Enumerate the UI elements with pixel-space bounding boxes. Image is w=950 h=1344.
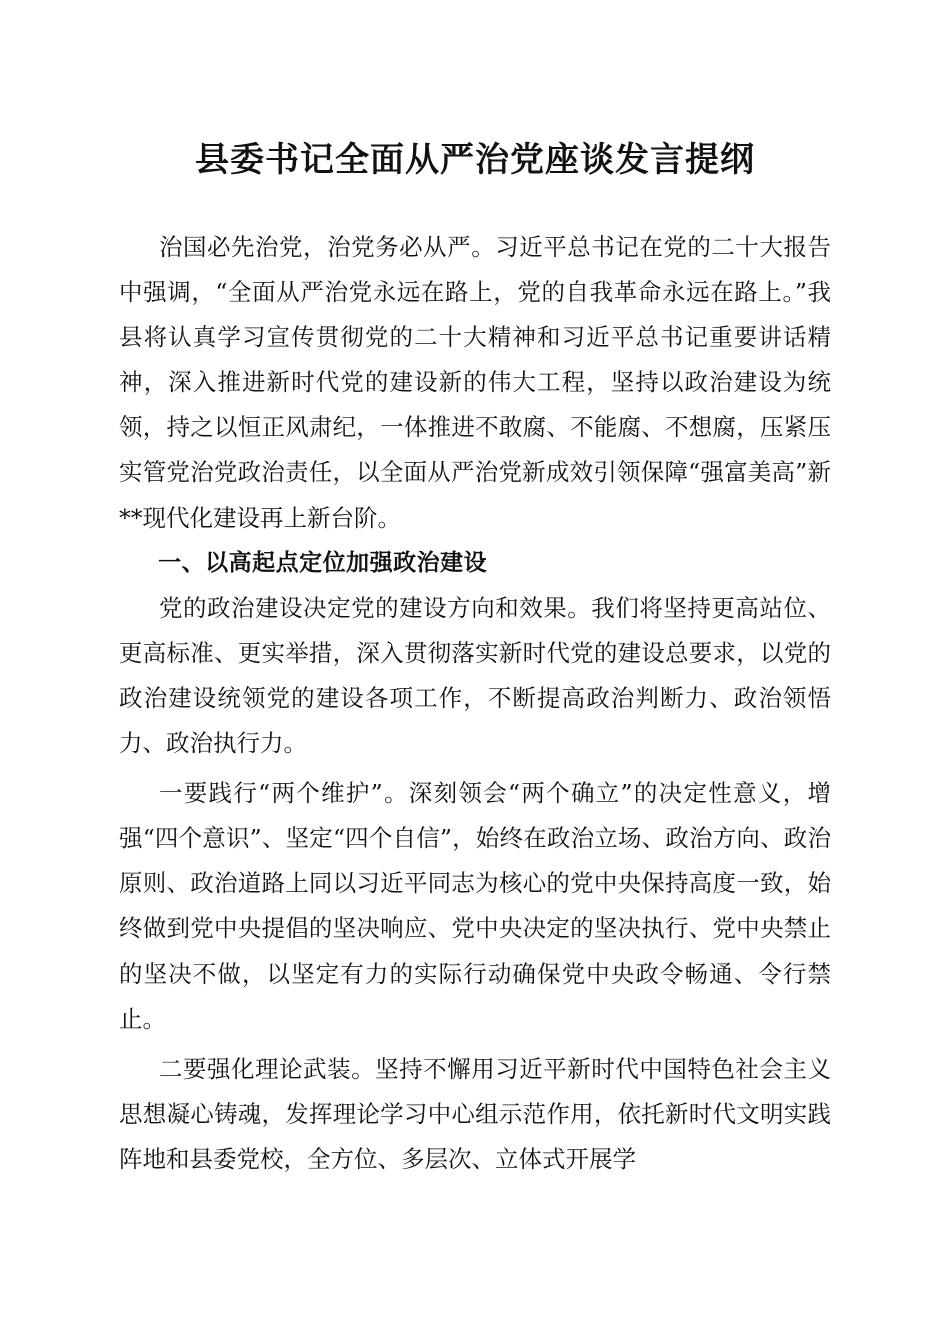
document-body [119,225,831,1182]
paragraph-point-1: 一要践行“两个维护”。深刻领会“两个确立”的决定性意义，增强“四个意识”、坚定“四个自信”，始终在政治立场、政治方向、政治原则、政治道路上同以习近平同志为核心的党中央保持高度一致，始终做到党中央提倡的坚决响应、党中央决定的坚决执行、党中央禁止的坚决不做，以坚定有力的实际行动确保党中央政令畅通、令行禁止。 [119,779,831,1033]
paragraph-point-2: 二要强化理论武装。坚持不懈用习近平新时代中国特色社会主义思想凝心铸魂，发挥理论学习中心组示范作用，依托新时代文明实践阵地和县委党校，全方位、多层次、立体式开展学 [119,1054,831,1173]
document-title: 县委书记全面从严治党座谈发言提纲 [195,140,755,180]
paragraph-intro: 治国必先治党，治党务必从严。习近平总书记在党的二十大报告中强调，“全面从严治党永远在路上，党的自我革命永远在路上。”我县将认真学习宣传贯彻党的二十大精神和习近平总书记重要讲话精神，深入推进新时代党的建设新的伟大工程，坚持以政治建设为统领，持之以恒正风肃纪，一体推进不敢腐、不能腐、不想腐，压紧压实管党治党政治责任，以全面从严治党新成效引领保障“强富美高”新**现代化建设再上新台阶。 [119,233,831,532]
section-heading-1: 一、以高起点定位加强政治建设 [158,549,488,576]
paragraph-section-1-intro: 党的政治建设决定党的建设方向和效果。我们将坚持更高站位、更高标准、更实举措，深入贯彻落实新时代党的建设总要求，以党的政治建设统领党的建设各项工作，不断提高政治判断力、政治领悟力、政治执行力。 [119,593,831,758]
